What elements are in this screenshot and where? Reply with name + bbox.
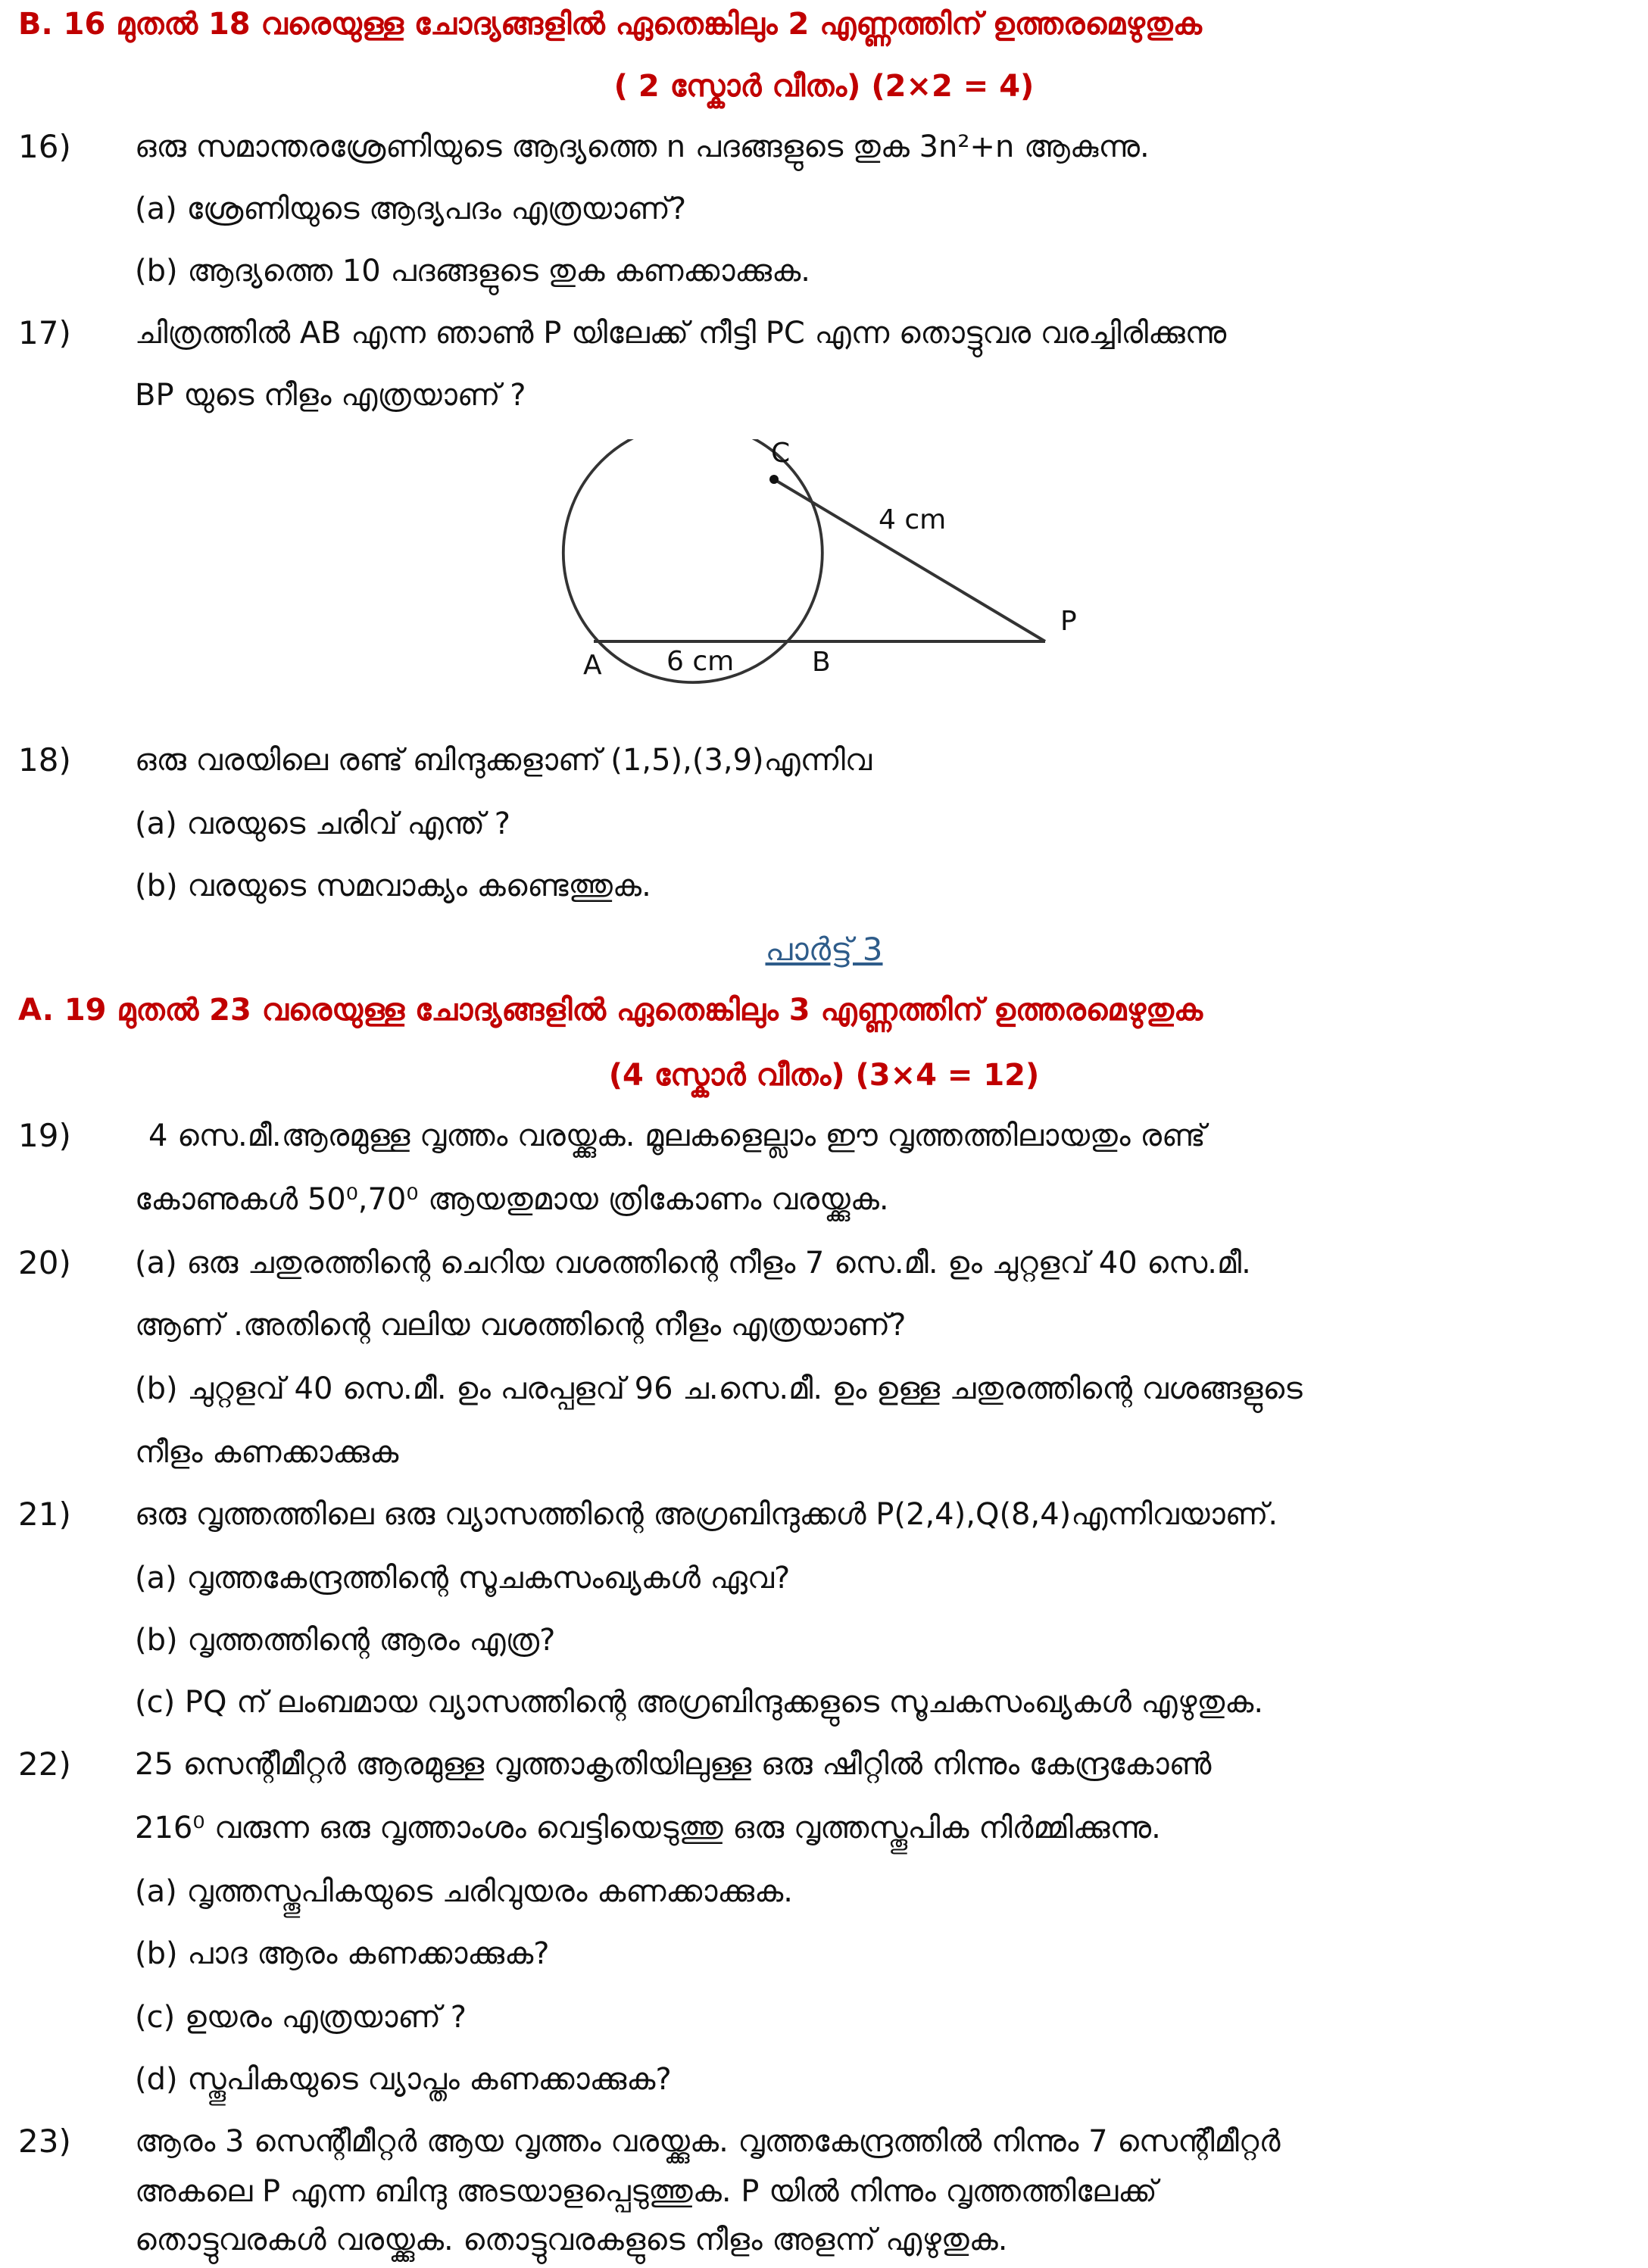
question-17-text-2: BP യുടെ നീളം എത്രയാണ് ? (135, 378, 526, 413)
question-17-text: ചിത്രത്തിൽ AB എന്ന ഞാൺ P യിലേക്ക് നീട്ടി PC എന്ന തൊട്ടുവര വരച്ചിരിക്കുന്നു (135, 316, 1227, 351)
label-c: C (771, 439, 791, 469)
label-pc-length: 4 cm (879, 504, 947, 535)
label-a: A (583, 650, 602, 681)
question-22-number: 22) (18, 1745, 71, 1783)
question-20-number: 20) (18, 1244, 71, 1281)
section-b-heading: B. 16 മുതൽ 18 വരെയുള്ള ചോദ്യങ്ങളിൽ ഏതെങ്കിലും 2 എണ്ണത്തിന് ഉത്തരമെഴുതുക (18, 7, 1202, 42)
question-18-part-a: (a) വരയുടെ ചരിവ് എന്ത് ? (135, 806, 510, 841)
question-16-part-a: (a) ശ്രേണിയുടെ ആദ്യപദം എത്രയാണ്? (135, 192, 687, 226)
section-b-score: ( 2 സ്കോർ വീതം) (2×2 = 4) (613, 69, 1035, 104)
question-20-part-a: (a) ഒരു ചതുരത്തിന്റെ ചെറിയ വശത്തിന്റെ നീളം 7 സെ.മീ. ഉം ചുറ്റളവ് 40 സെ.മീ. (135, 1246, 1251, 1281)
question-18-text: ഒരു വരയിലെ രണ്ട് ബിന്ദുക്കളാണ് (1,5),(3,9)എന്നിവ (135, 743, 872, 778)
circle-tangent-figure (560, 439, 1106, 697)
question-17-number: 17) (18, 314, 71, 351)
question-21-part-b: (b) വൃത്തത്തിന്റെ ആരം എത്ര? (135, 1623, 556, 1658)
question-19-text: 4 സെ.മീ.ആരമുള്ള വൃത്തം വരയ്ക്കുക. മൂലകളെല്ലാം ഈ വൃത്തത്തിലായതും രണ്ട് (148, 1118, 1206, 1153)
question-21-part-a: (a) വൃത്തകേന്ദ്രത്തിന്റെ സൂചകസംഖ്യകൾ ഏവ? (135, 1561, 791, 1596)
question-22-part-d: (d) സ്തൂപികയുടെ വ്യാപ്തം കണക്കാക്കുക? (135, 2062, 672, 2097)
question-21-text: ഒരു വൃത്തത്തിലെ ഒരു വ്യാസത്തിന്റെ അഗ്രബിന്ദുക്കൾ P(2,4),Q(8,4)എന്നിവയാണ്. (135, 1497, 1278, 1532)
label-ab-length: 6 cm (666, 646, 735, 677)
question-23-text: ആരം 3 സെന്റീമീറ്റർ ആയ വൃത്തം വരയ്ക്കുക. വൃത്തകേന്ദ്രത്തിൽ നിന്നും 7 സെന്റീമീറ്റർ (135, 2124, 1281, 2159)
label-p: P (1060, 606, 1077, 637)
question-16-number: 16) (18, 128, 71, 165)
question-20-part-b: (b) ചുറ്റളവ് 40 സെ.മീ. ഉം പരപ്പളവ് 96 ച.സെ.മീ. ഉം ഉള്ള ചതുരത്തിന്റെ വശങ്ങളുടെ (135, 1371, 1303, 1406)
question-22-text: 25 സെന്റീമീറ്റർ ആരമുള്ള വൃത്താകൃതിയിലുള്ള ഒരു ഷീറ്റിൽ നിന്നും കേന്ദ്രകോൺ (135, 1747, 1212, 1782)
question-18-part-b: (b) വരയുടെ സമവാക്യം കണ്ടെത്തുക. (135, 869, 651, 903)
question-19-text-2: കോണുകൾ 50⁰,70⁰ ആയതുമായ ത്രികോണം വരയ്ക്കുക. (135, 1182, 889, 1217)
question-22-part-a: (a) വൃത്തസ്തൂപികയുടെ ചരിവുയരം കണക്കാക്കുക. (135, 1874, 793, 1909)
section-a-score: (4 സ്കോർ വീതം) (3×4 = 12) (608, 1058, 1040, 1093)
question-16-part-b: (b) ആദ്യത്തെ 10 പദങ്ങളുടെ തുക കണക്കാക്കുക. (135, 254, 810, 289)
question-16-text: ഒരു സമാന്തരശ്രേണിയുടെ ആദ്യത്തെ n പദങ്ങളുടെ തുക 3n²+n ആകുന്നു. (135, 129, 1150, 164)
question-19-number: 19) (18, 1117, 71, 1154)
question-20-part-b-2: നീളം കണക്കാക്കുക (135, 1435, 399, 1470)
question-23-text-3: തൊട്ടുവരകൾ വരയ്ക്കുക. തൊട്ടുവരകളുടെ നീളം അളന്ന് എഴുതുക. (135, 2223, 1008, 2257)
question-22-part-c: (c) ഉയരം എത്രയാണ് ? (135, 2000, 467, 2035)
part-3-title: പാർട്ട് 3 (765, 931, 883, 968)
point-c (769, 475, 779, 484)
question-21-number: 21) (18, 1496, 71, 1533)
question-18-number: 18) (18, 741, 71, 778)
question-23-text-2: അകലെ P എന്ന ബിന്ദു അടയാളപ്പെടുത്തുക. P യിൽ നിന്നും വൃത്തത്തിലേക്ക് (135, 2174, 1157, 2209)
question-20-part-a-2: ആണ് .അതിന്റെ വലിയ വശത്തിന്റെ നീളം എത്രയാണ്? (135, 1308, 907, 1343)
section-a-heading: A. 19 മുതൽ 23 വരെയുള്ള ചോദ്യങ്ങളിൽ ഏതെങ്കിലും 3 എണ്ണത്തിന് ഉത്തരമെഴുതുക (18, 993, 1203, 1028)
question-22-text-2: 216⁰ വരുന്ന ഒരു വൃത്താംശം വെട്ടിയെടുത്തു ഒരു വൃത്തസ്തൂപിക നിർമ്മിക്കുന്നു. (135, 1811, 1161, 1845)
question-22-part-b: (b) പാദ ആരം കണക്കാക്കുക? (135, 1936, 550, 1971)
question-21-part-c: (c) PQ ന് ലംബമായ വ്യാസത്തിന്റെ അഗ്രബിന്ദുക്കളുടെ സൂചകസംഖ്യകൾ എഴുതുക. (135, 1685, 1264, 1720)
label-b: B (812, 647, 831, 678)
question-23-number: 23) (18, 2123, 71, 2160)
